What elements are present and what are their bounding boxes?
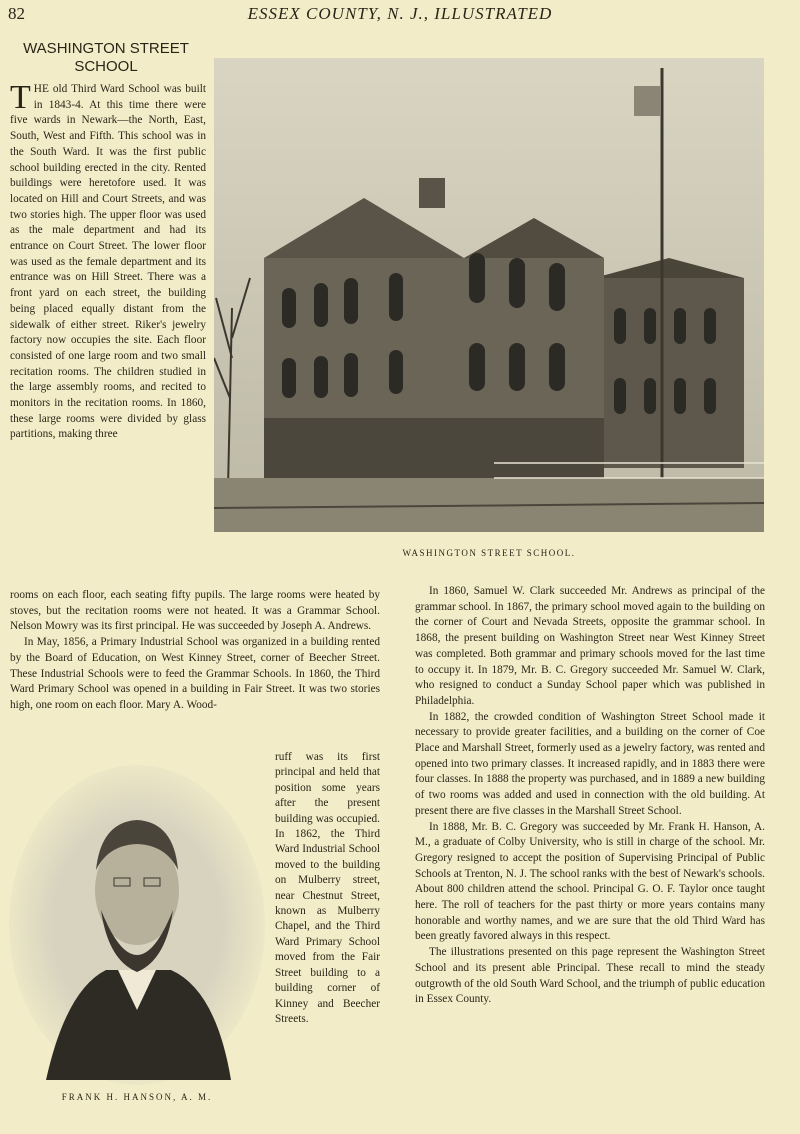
column-1-text: [10, 79, 206, 443]
wide-paragraph-2: In May, 1856, a Primary Industrial School was organized in a building rented by the Board of Education, on West Kinney Street, corner of Beecher Street. These Industrial Schools were to feed the Grammar Schools. In 1860, the Third Ward Primary School was opened in a building in Fair Street. It was two stories high, one room on each floor. Mary A. Wood-: [10, 636, 380, 711]
column-1-body: HE old Third Ward School was built in 1843-4. At this time there were five wards in Newark—the North, East, South, West and Fifth. This school was in the South Ward. It was the first public school building erected in the city. Rented buildings were heretofore used. It was located on Hill and Court Streets, and was two stories high. The upper floor was used as the male department and had its entrance on Court Street. The lower floor was used as the female department and its entrance was on Hill Street. There was a front yard on each street, the building being placed equally distant from the sidewalk of either street. Riker's jewelry factory now occupies the site. Each floor consisted of one large room and two small recitation rooms. The children studied in the large assembly rooms, and recited to monitors in the recitation rooms. In 1860, these large rooms were divided by glass partitions, making three: [10, 83, 206, 441]
running-title: ESSEX COUNTY, N. J., ILLUSTRATED: [247, 4, 553, 23]
wide-paragraph-1: rooms on each floor, each seating fifty pupils. The large rooms were heated by stoves, but the recitation rooms were not heated. It was a Grammar School. Nelson Mowry was its first principal. He was succeeded by Joseph A. Andrews.: [10, 589, 380, 633]
narrow-column-text: [275, 750, 380, 1027]
school-photo-caption: WASHINGTON STREET SCHOOL.: [402, 548, 576, 558]
article-title: [8, 40, 204, 76]
title-line-1: WASHINGTON STREET: [23, 40, 189, 57]
right-paragraph-2: In 1882, the crowded condition of Washington Street School made it necessary to provide greater facilities, and a building on the corner of Coe Place and Marshall Street, formerly used as a jewelry factory, was rented and opened into two primary classes. It increased rapidly, and in 1883 there were four classes. In 1888 the property was purchased, and in 1889 a new building of two rooms was added and used in connection with the old building. At present there are five classes in the Marshall Street School.: [415, 710, 765, 817]
portrait-caption: FRANK H. HANSON, A. M.: [61, 1092, 213, 1102]
wide-text-block: [10, 588, 380, 714]
page-number: 82: [8, 4, 25, 23]
school-photograph: [214, 58, 764, 532]
title-line-2: SCHOOL: [74, 58, 138, 75]
narrow-paragraph: ruff was its first principal and held that position some years after the present building was occupied. In 1862, the Third Ward Industrial School moved to the building on Mulberry street, near Chestnut Street, known as Mulberry Chapel, and the Third Ward Primary School moved from the Fair Street building to a building corner of Kinney and Beecher Streets.: [275, 751, 380, 1025]
right-paragraph-1: In 1860, Samuel W. Clark succeeded Mr. Andrews as principal of the grammar school. In 1867, the primary school moved again to the building on the corner of Court and Nevada Streets, opposite the grammar school. In 1868, the present building on Washington Street near West Kinney Street was completed. Both grammar and primary schools moved for the last time to occupy it. In 1879, Mr. B. C. Gregory succeeded Mr. Samuel W. Clark, who resigned to conduct a Sunday School paper which was published in Philadelphia.: [415, 585, 765, 707]
right-paragraph-3: In 1888, Mr. B. C. Gregory was succeeded by Mr. Frank H. Hanson, A. M., a graduate of Colby University, who is still in charge of the school. Mr. Gregory resigned to accept the position of Supervising Principal of Public Schools at Trenton, N. J. The school ranks with the best of Newark's schools. About 800 children attend the school. Principal G. O. F. Taylor once taught here. The roll of teachers for the past thirty or more years contains many honorable and worthy names, and we are sure that the old Third Ward has been greatly favored always in this respect.: [415, 820, 765, 943]
principal-portrait: [6, 760, 268, 1090]
drop-cap: T: [10, 79, 31, 116]
portrait-image: [6, 760, 268, 1090]
school-building-image: [214, 58, 764, 532]
right-paragraph-4: The illustrations presented on this page represent the Washington Street School and its present able Principal. These recall to mind the steady outgrowth of the old South Ward School, and the triumph of public education in Essex County.: [415, 946, 765, 1006]
right-column-text: [415, 584, 765, 1008]
